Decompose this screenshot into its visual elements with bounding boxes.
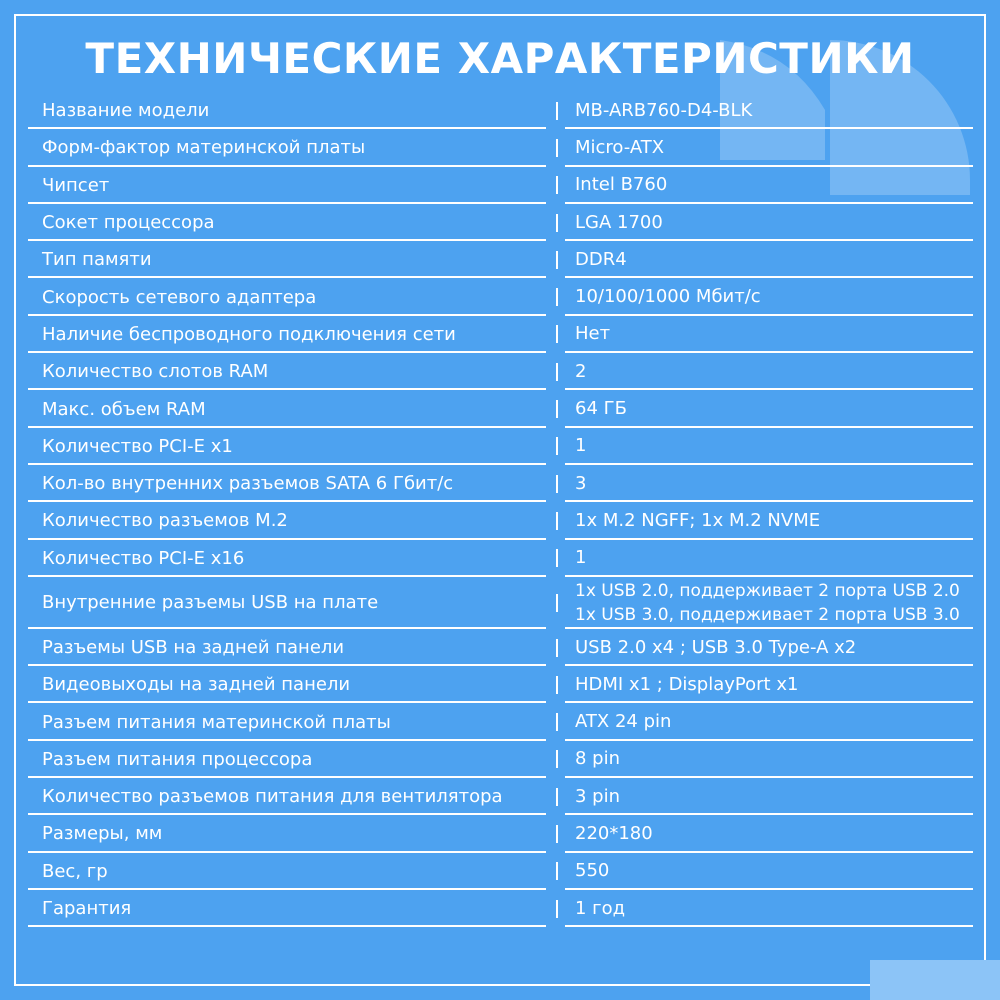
spec-value-line: MB-ARB760-D4-BLK (575, 99, 753, 121)
spec-value (575, 502, 973, 539)
column-separator (556, 788, 558, 806)
spec-row (28, 666, 973, 703)
column-separator (556, 176, 558, 194)
spec-value (575, 278, 973, 315)
spec-table (28, 92, 973, 927)
spec-value (575, 390, 973, 427)
spec-value-line: Intel B760 (575, 174, 668, 196)
spec-row (28, 890, 973, 927)
spec-label: Количество разъемов питания для вентилятора (28, 778, 546, 815)
spec-label: Кол-во внутренних разъемов SATA 6 Гбит/с (28, 465, 546, 502)
spec-label: Размеры, мм (28, 815, 546, 852)
spec-label: Видеовыходы на задней панели (28, 666, 546, 703)
spec-value (575, 428, 973, 465)
spec-label: Разъем питания материнской платы (28, 703, 546, 740)
spec-row (28, 502, 973, 539)
spec-value (575, 204, 973, 241)
column-separator (556, 139, 558, 157)
column-separator (556, 325, 558, 343)
spec-value-line: USB 2.0 x4 ; USB 3.0 Type-A x2 (575, 636, 857, 658)
spec-value (575, 815, 973, 852)
spec-row (28, 629, 973, 666)
column-separator (556, 437, 558, 455)
column-separator (556, 862, 558, 880)
spec-row (28, 129, 973, 166)
column-separator (556, 214, 558, 232)
spec-label: Скорость сетевого адаптера (28, 278, 546, 315)
spec-value-line: 1 год (575, 897, 626, 919)
spec-value-line: DDR4 (575, 248, 627, 270)
spec-value-line: 10/100/1000 Мбит/с (575, 286, 761, 308)
spec-value (575, 316, 973, 353)
spec-value-line: 8 pin (575, 748, 621, 770)
spec-row (28, 540, 973, 577)
column-separator (556, 549, 558, 567)
spec-label: Вес, гр (28, 853, 546, 890)
spec-label: Количество слотов RAM (28, 353, 546, 390)
column-separator (556, 676, 558, 694)
spec-value-line: ATX 24 pin (575, 711, 672, 733)
corner-decoration (870, 960, 1000, 1000)
spec-label: Количество PCI-E x1 (28, 428, 546, 465)
column-separator (556, 825, 558, 843)
spec-label: Сокет процессора (28, 204, 546, 241)
page-title: ТЕХНИЧЕСКИЕ ХАРАКТЕРИСТИКИ (85, 34, 915, 83)
spec-value-line: 1x M.2 NGFF; 1x M.2 NVME (575, 509, 821, 531)
spec-value-line: 220*180 (575, 822, 653, 844)
spec-row (28, 577, 973, 629)
spec-row (28, 316, 973, 353)
spec-label: Тип памяти (28, 241, 546, 278)
spec-row (28, 465, 973, 502)
spec-label: Разъемы USB на задней панели (28, 629, 546, 666)
spec-value (575, 540, 973, 577)
spec-value (575, 241, 973, 278)
spec-label: Гарантия (28, 890, 546, 927)
spec-value-line: 1x USB 3.0, поддерживает 2 порта USB 3.0 (575, 604, 960, 625)
spec-label: Количество разъемов M.2 (28, 502, 546, 539)
spec-value-line: 3 pin (575, 785, 621, 807)
column-separator (556, 750, 558, 768)
spec-label: Макс. объем RAM (28, 390, 546, 427)
spec-row (28, 778, 973, 815)
spec-value-line: 3 (575, 472, 587, 494)
spec-row (28, 353, 973, 390)
column-separator (556, 475, 558, 493)
spec-row (28, 92, 973, 129)
spec-value (575, 577, 973, 629)
column-separator (556, 288, 558, 306)
column-separator (556, 639, 558, 657)
spec-value-line: 1 (575, 435, 587, 457)
spec-value (575, 92, 973, 129)
spec-value (575, 703, 973, 740)
spec-row (28, 167, 973, 204)
column-separator (556, 102, 558, 120)
column-separator (556, 363, 558, 381)
spec-label: Форм-фактор материнской платы (28, 129, 546, 166)
spec-value (575, 741, 973, 778)
spec-value (575, 778, 973, 815)
spec-value-line: 1x USB 2.0, поддерживает 2 порта USB 2.0 (575, 580, 960, 601)
spec-row (28, 204, 973, 241)
spec-value-line: LGA 1700 (575, 211, 663, 233)
spec-label: Наличие беспроводного подключения сети (28, 316, 546, 353)
spec-value (575, 890, 973, 927)
spec-row (28, 390, 973, 427)
spec-value (575, 353, 973, 390)
spec-value-line: 2 (575, 360, 587, 382)
spec-value-line: 1 (575, 547, 587, 569)
spec-label: Чипсет (28, 167, 546, 204)
column-separator (556, 594, 558, 612)
column-separator (556, 251, 558, 269)
column-separator (556, 400, 558, 418)
spec-row (28, 741, 973, 778)
spec-label: Количество PCI-E x16 (28, 540, 546, 577)
spec-value-line: Micro-ATX (575, 136, 665, 158)
spec-value (575, 853, 973, 890)
spec-value (575, 629, 973, 666)
spec-row (28, 428, 973, 465)
spec-value (575, 129, 973, 166)
spec-value-line: HDMI x1 ; DisplayPort x1 (575, 673, 799, 695)
spec-label: Название модели (28, 92, 546, 129)
spec-label: Разъем питания процессора (28, 741, 546, 778)
column-separator (556, 713, 558, 731)
spec-label: Внутренние разъемы USB на плате (28, 577, 546, 629)
spec-row (28, 703, 973, 740)
spec-row (28, 815, 973, 852)
spec-value-line: Нет (575, 323, 611, 345)
spec-value (575, 666, 973, 703)
spec-row (28, 241, 973, 278)
spec-value-line: 550 (575, 860, 610, 882)
spec-value-line: 64 ГБ (575, 398, 627, 420)
spec-value (575, 465, 973, 502)
spec-value (575, 167, 973, 204)
spec-row (28, 278, 973, 315)
column-separator (556, 512, 558, 530)
spec-row (28, 853, 973, 890)
column-separator (556, 900, 558, 918)
